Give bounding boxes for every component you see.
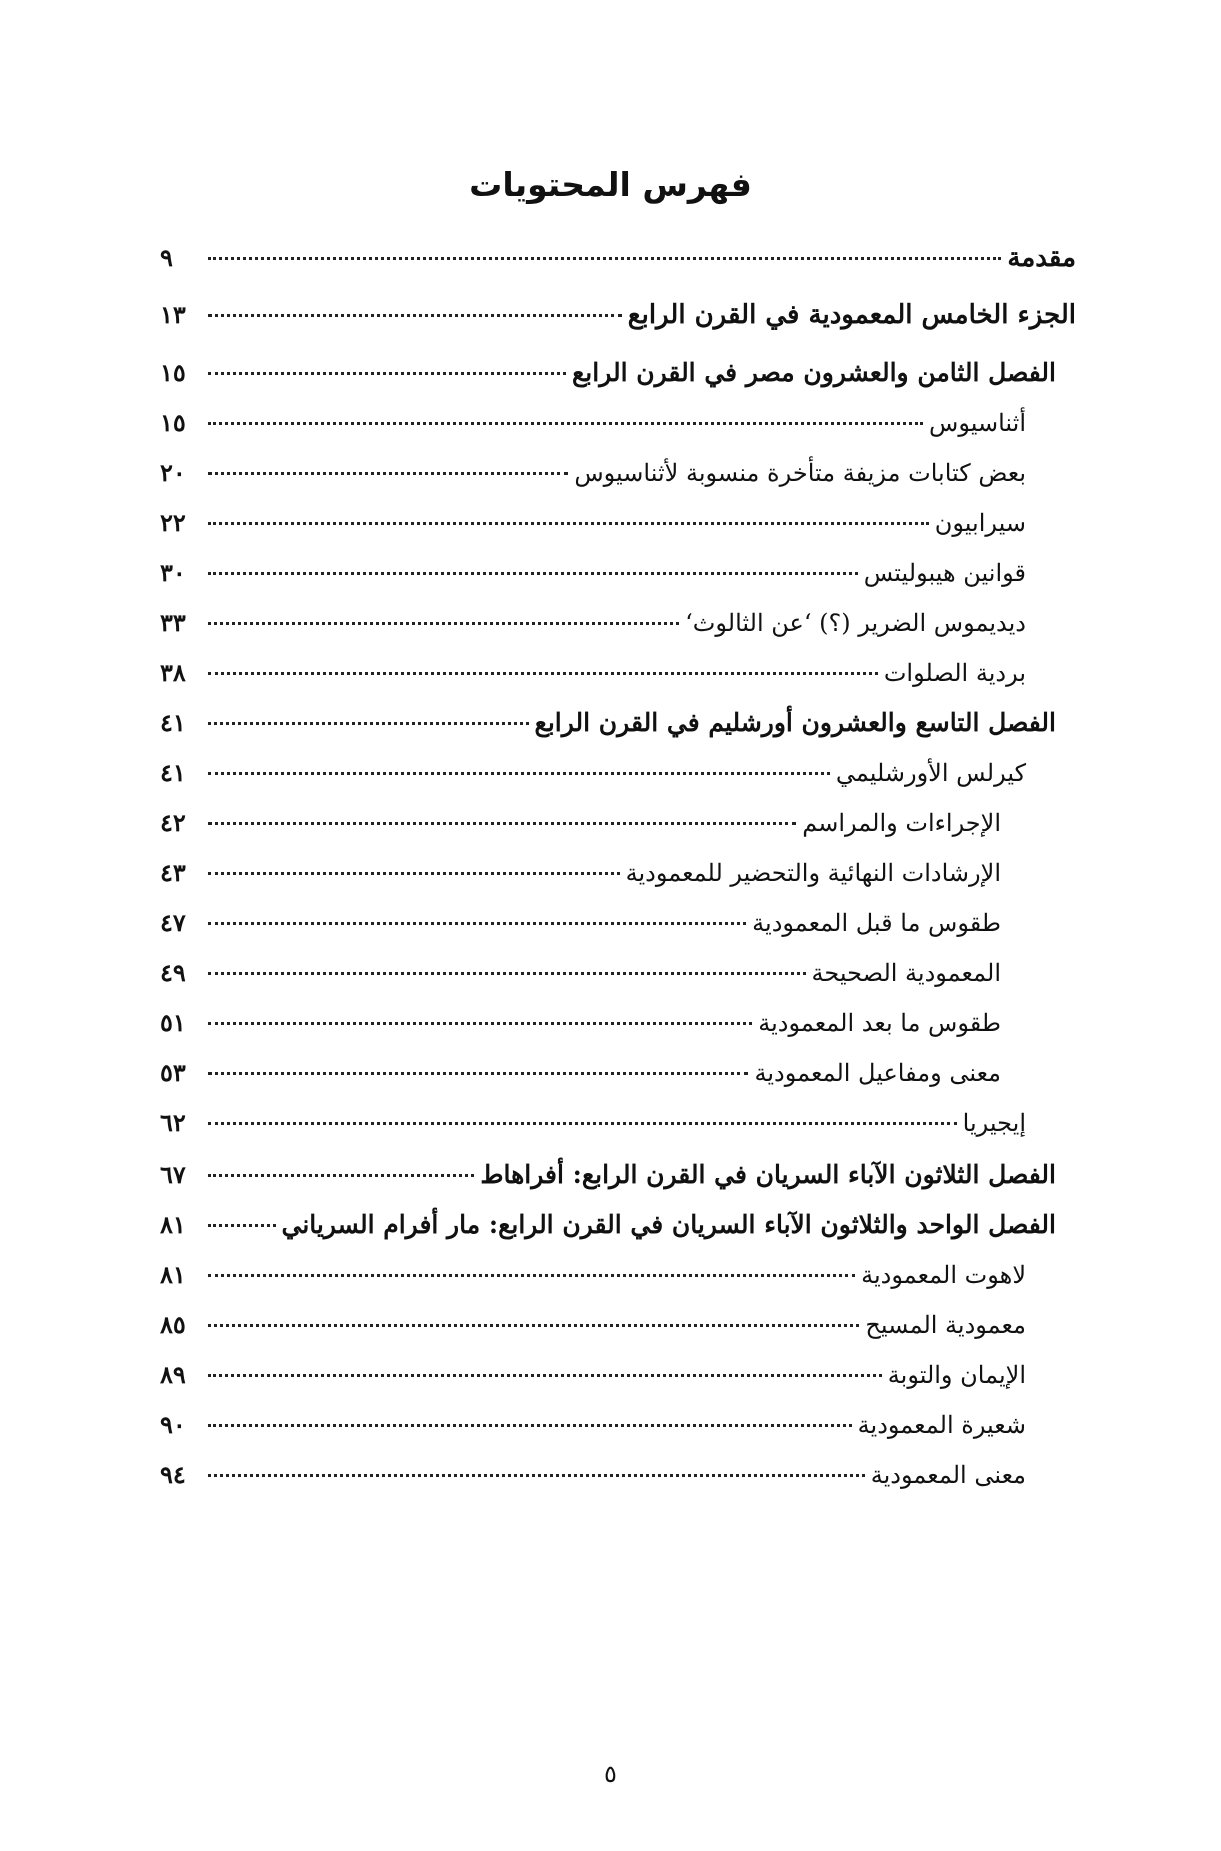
toc-entry bbox=[160, 233, 1076, 283]
toc-entry-page: ١٣ bbox=[160, 300, 186, 329]
toc-entry bbox=[160, 348, 1056, 398]
toc-entry bbox=[160, 598, 1026, 648]
dot-leader bbox=[208, 1224, 276, 1227]
dot-leader bbox=[208, 372, 566, 375]
toc-entry-page: ١٥ bbox=[160, 408, 186, 437]
dot-leader bbox=[208, 672, 878, 675]
toc-entry bbox=[160, 848, 1001, 898]
toc-entry-page: ٥٣ bbox=[160, 1058, 186, 1087]
toc-entry-title: الإجراءات والمراسم bbox=[802, 809, 1001, 837]
toc-entry bbox=[160, 748, 1026, 798]
dot-leader bbox=[208, 1022, 752, 1025]
dot-leader bbox=[208, 522, 929, 525]
dot-leader bbox=[208, 314, 622, 317]
toc-entry-page: ٩ bbox=[160, 243, 173, 272]
toc-entry-title: الفصل الثلاثون الآباء السريان في القرن الرابع: أفراهاط bbox=[480, 1160, 1056, 1189]
dot-leader bbox=[208, 972, 806, 975]
toc-entry bbox=[160, 498, 1026, 548]
toc-entry bbox=[160, 398, 1026, 448]
toc-entry bbox=[160, 1250, 1026, 1300]
toc-entry-page: ٨١ bbox=[160, 1260, 186, 1289]
toc-entry bbox=[160, 1048, 1001, 1098]
toc-entry bbox=[160, 698, 1056, 748]
toc-entry-page: ٤١ bbox=[160, 758, 186, 787]
toc-entry-title: طقوس ما بعد المعمودية bbox=[758, 1009, 1001, 1037]
toc-entry-title: معنى ومفاعيل المعمودية bbox=[754, 1059, 1001, 1087]
toc-entry bbox=[160, 1350, 1026, 1400]
toc-entry bbox=[160, 648, 1026, 698]
toc-entry-page: ٤٩ bbox=[160, 958, 186, 987]
toc-entry-title: شعيرة المعمودية bbox=[857, 1411, 1026, 1439]
dot-leader bbox=[208, 472, 568, 475]
dot-leader bbox=[208, 1122, 957, 1125]
toc-entry-page: ٨٥ bbox=[160, 1310, 186, 1339]
dot-leader bbox=[208, 1072, 748, 1075]
toc-entry-title: الفصل الثامن والعشرون مصر في القرن الرابع bbox=[572, 358, 1056, 387]
toc-entry bbox=[160, 1098, 1026, 1148]
toc-entry bbox=[160, 290, 1076, 340]
dot-leader bbox=[208, 822, 796, 825]
toc-entry-page: ١٥ bbox=[160, 358, 186, 387]
toc-entry bbox=[160, 1300, 1026, 1350]
toc-entry-page: ٩٠ bbox=[160, 1410, 186, 1439]
dot-leader bbox=[208, 422, 923, 425]
toc-entry bbox=[160, 548, 1026, 598]
toc-entry-title: إيجيريا bbox=[962, 1109, 1026, 1137]
toc-entry bbox=[160, 898, 1001, 948]
toc-entry-title: معمودية المسيح bbox=[865, 1311, 1026, 1339]
toc-entry-page: ٢٠ bbox=[160, 458, 186, 487]
toc-entry-page: ٨٩ bbox=[160, 1360, 186, 1389]
dot-leader bbox=[208, 1174, 474, 1177]
toc-entry-title: مقدمة bbox=[1007, 243, 1076, 273]
dot-leader bbox=[208, 1274, 855, 1277]
toc-entry bbox=[160, 948, 1001, 998]
toc-entry-title: لاهوت المعمودية bbox=[861, 1261, 1026, 1289]
toc-entry bbox=[160, 1200, 1056, 1250]
toc-entry-title: الإيمان والتوبة bbox=[887, 1361, 1026, 1389]
toc-entry-title: المعمودية الصحيحة bbox=[811, 959, 1001, 987]
toc-entry-title: كيرلس الأورشليمي bbox=[835, 759, 1026, 787]
page-number: ٥ bbox=[604, 1760, 617, 1788]
dot-leader bbox=[208, 1374, 882, 1377]
toc-entry-title: طقوس ما قبل المعمودية bbox=[752, 909, 1001, 937]
dot-leader bbox=[208, 922, 746, 925]
toc-entry-title: الجزء الخامس المعمودية في القرن الرابع bbox=[627, 300, 1076, 330]
toc-entry-title: الفصل التاسع والعشرون أورشليم في القرن الرابع bbox=[534, 708, 1056, 737]
toc-entry-page: ٣٨ bbox=[160, 658, 186, 687]
toc-entry bbox=[160, 1400, 1026, 1450]
dot-leader bbox=[208, 257, 1001, 260]
toc-entry-title: بعض كتابات مزيفة متأخرة منسوبة لأثناسيوس bbox=[574, 459, 1026, 487]
dot-leader bbox=[208, 622, 679, 625]
dot-leader bbox=[208, 1424, 852, 1427]
toc-entry-page: ٤٣ bbox=[160, 858, 186, 887]
toc-entry bbox=[160, 798, 1001, 848]
dot-leader bbox=[208, 772, 830, 775]
toc-entry-title: معنى المعمودية bbox=[870, 1461, 1026, 1489]
toc-entry-page: ٤٢ bbox=[160, 808, 186, 837]
dot-leader bbox=[208, 572, 858, 575]
toc-entry bbox=[160, 448, 1026, 498]
toc-entry-page: ٣٠ bbox=[160, 558, 186, 587]
dot-leader bbox=[208, 1474, 865, 1477]
toc-entry-page: ٢٢ bbox=[160, 508, 186, 537]
toc-entry-title: أثناسيوس bbox=[929, 409, 1026, 437]
toc-entry-page: ٦٧ bbox=[160, 1160, 186, 1189]
table-of-contents bbox=[0, 243, 1221, 1730]
toc-entry-page: ٤٧ bbox=[160, 908, 186, 937]
toc-entry-title: بردية الصلوات bbox=[883, 659, 1026, 687]
toc-entry-page: ٣٣ bbox=[160, 608, 186, 637]
toc-entry-title: قوانين هيبوليتس bbox=[863, 559, 1026, 587]
toc-entry bbox=[160, 1150, 1056, 1200]
toc-entry-page: ٦٢ bbox=[160, 1108, 186, 1137]
toc-entry-title: الفصل الواحد والثلاثون الآباء السريان في القرن الرابع: مار أفرام السرياني bbox=[281, 1210, 1056, 1239]
page-title: فهرس المحتويات bbox=[469, 165, 752, 204]
toc-entry-page: ٥١ bbox=[160, 1008, 186, 1037]
toc-entry-title: ديديموس الضرير (؟) ‘عن الثالوث‘ bbox=[685, 609, 1026, 637]
toc-entry-title: الإرشادات النهائية والتحضير للمعمودية bbox=[625, 859, 1001, 887]
dot-leader bbox=[208, 1324, 859, 1327]
dot-leader bbox=[208, 872, 620, 875]
toc-entry-page: ٩٤ bbox=[160, 1460, 186, 1489]
toc-entry-title: سيرابيون bbox=[934, 509, 1026, 537]
dot-leader bbox=[208, 722, 529, 725]
toc-entry-page: ٨١ bbox=[160, 1210, 186, 1239]
toc-entry-page: ٤١ bbox=[160, 708, 186, 737]
toc-entry bbox=[160, 998, 1001, 1048]
toc-entry bbox=[160, 1450, 1026, 1500]
